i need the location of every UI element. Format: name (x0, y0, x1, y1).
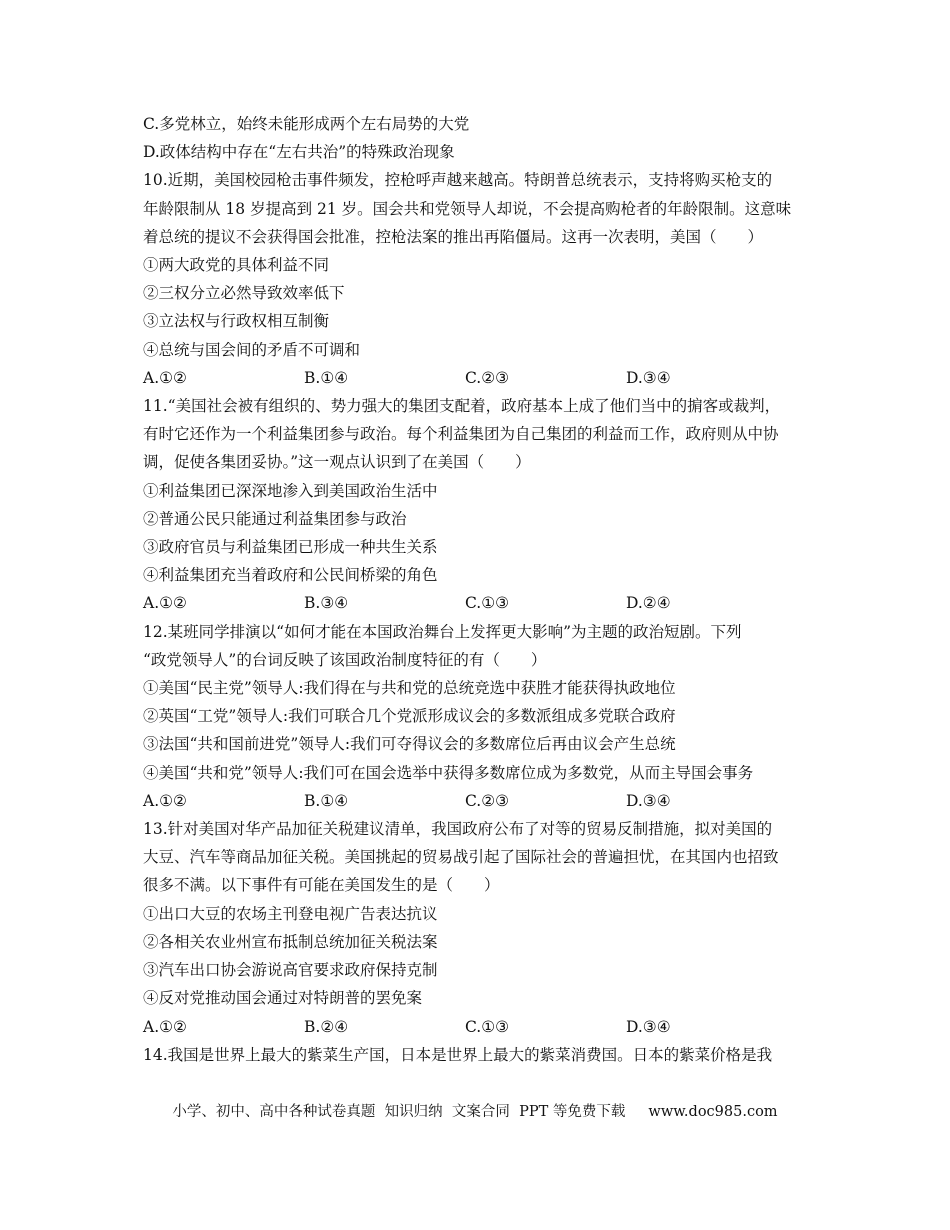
statement-item: ①利益集团已深深地渗入到美国政治生活中 (143, 481, 438, 500)
statement-item: ③立法权与行政权相互制衡 (143, 312, 330, 331)
answer-option: C.②③ (465, 368, 510, 387)
statement-item: ②普通公民只能通过利益集团参与政治 (143, 509, 407, 528)
answer-option: B.①④ (304, 791, 349, 810)
page-footer: 小学、初中、高中各种试卷真题 知识归纳 文案合同 PPT 等免费下载 www.doc985.com (172, 1104, 778, 1120)
question-stem-line: 有时它还作为一个利益集团参与政治。每个利益集团为自己集团的利益而工作，政府则从中协 (143, 425, 779, 444)
question-stem-line: 13.针对美国对华产品加征关税建议清单，我国政府公布了对等的贸易反制措施，拟对美国的 (143, 820, 773, 839)
answer-option: D.③④ (626, 368, 671, 387)
statement-item: ④总统与国会间的矛盾不可调和 (143, 340, 361, 359)
statement-item: ④反对党推动国会通过对特朗普的罢免案 (143, 989, 423, 1008)
answer-options (143, 589, 823, 617)
answer-option: C.②③ (465, 791, 510, 810)
question-13 (143, 815, 823, 1041)
statement-item: ①两大政党的具体利益不同 (143, 256, 330, 275)
statement-item: ④美国“共和党”领导人:我们可在国会选举中获得多数席位成为多数党，从而主导国会事务 (143, 763, 754, 782)
question-stem-line: 很多不满。以下事件有可能在美国发生的是（ ） (143, 876, 500, 895)
answer-option: D.③④ (626, 1017, 671, 1036)
answer-option: B.③④ (304, 594, 349, 613)
question-12 (143, 618, 823, 815)
statement-item: ③政府官员与利益集团已形成一种共生关系 (143, 538, 438, 557)
statement-item: ③法国“共和国前进党”领导人:我们可夺得议会的多数席位后再由议会产生总统 (143, 735, 676, 754)
answer-option: A.①② (143, 594, 187, 613)
statement-item: ③汽车出口协会游说高官要求政府保持克制 (143, 961, 438, 980)
question-stem-line: “政党领导人”的台词反映了该国政治制度特征的有（ ） (143, 650, 547, 669)
answer-option: B.①④ (304, 368, 349, 387)
answer-option: C.①③ (465, 1017, 510, 1036)
question-stem-line: 10.近期，美国校园枪击事件频发，控枪呼声越来越高。特朗普总统表示，支持将购买枪支的 (143, 171, 773, 190)
answer-option: A.①② (143, 791, 187, 810)
answer-options (143, 1013, 823, 1041)
statement-item: ②英国“工党”领导人:我们可联合几个党派形成议会的多数派组成多党联合政府 (143, 707, 676, 726)
question-stem-line: 大豆、汽车等商品加征关税。美国挑起的贸易战引起了国际社会的普遍担忧，在其国内也招致 (143, 848, 779, 867)
answer-option: C.①③ (465, 594, 510, 613)
answer-option: D.②④ (626, 594, 671, 613)
answer-options (143, 364, 823, 392)
question-stem-line: 11.“美国社会被有组织的、势力强大的集团支配着，政府基本上成了他们当中的掮客或裁判， (143, 397, 781, 416)
question-14 (143, 1041, 823, 1069)
page-content (143, 110, 823, 1069)
statement-item: ②三权分立必然导致效率低下 (143, 284, 345, 303)
statement-item: ②各相关农业州宣布抵制总统加征关税法案 (143, 932, 438, 951)
question-stem-line: 12.某班同学排演以“如何才能在本国政治舞台上发挥更大影响”为主题的政治短剧。下列 (143, 622, 742, 641)
statement-item: ④利益集团充当着政府和公民间桥梁的角色 (143, 566, 438, 585)
question-11 (143, 392, 823, 618)
statement-item: ①出口大豆的农场主刊登电视广告表达抗议 (143, 904, 438, 923)
question-stem-line: 着总统的提议不会获得国会批准，控枪法案的推出再陷僵局。这再一次表明，美国（ ） (143, 227, 764, 246)
question-10 (143, 166, 823, 392)
question-stem-line: 调，促使各集团妥协。”这一观点认识到了在美国（ ） (143, 453, 531, 472)
answer-option: A.①② (143, 1017, 187, 1036)
answer-option: D.③④ (626, 791, 671, 810)
option-d-line: D.政体结构中存在“左右共治”的特殊政治现象 (143, 143, 455, 162)
answer-option: A.①② (143, 368, 187, 387)
question-stem-line: 14.我国是世界上最大的紫菜生产国，日本是世界上最大的紫菜消费国。日本的紫菜价格是我 (143, 1045, 773, 1064)
answer-options (143, 787, 823, 815)
question-stem-line: 年龄限制从 18 岁提高到 21 岁。国会共和党领导人却说，不会提高购枪者的年龄限制。这意味 (143, 199, 792, 218)
option-c-line: C.多党林立，始终未能形成两个左右局势的大党 (143, 115, 470, 133)
answer-option: B.②④ (304, 1017, 349, 1036)
statement-item: ①美国“民主党”领导人:我们得在与共和党的总统竞选中获胜才能获得执政地位 (143, 679, 676, 698)
